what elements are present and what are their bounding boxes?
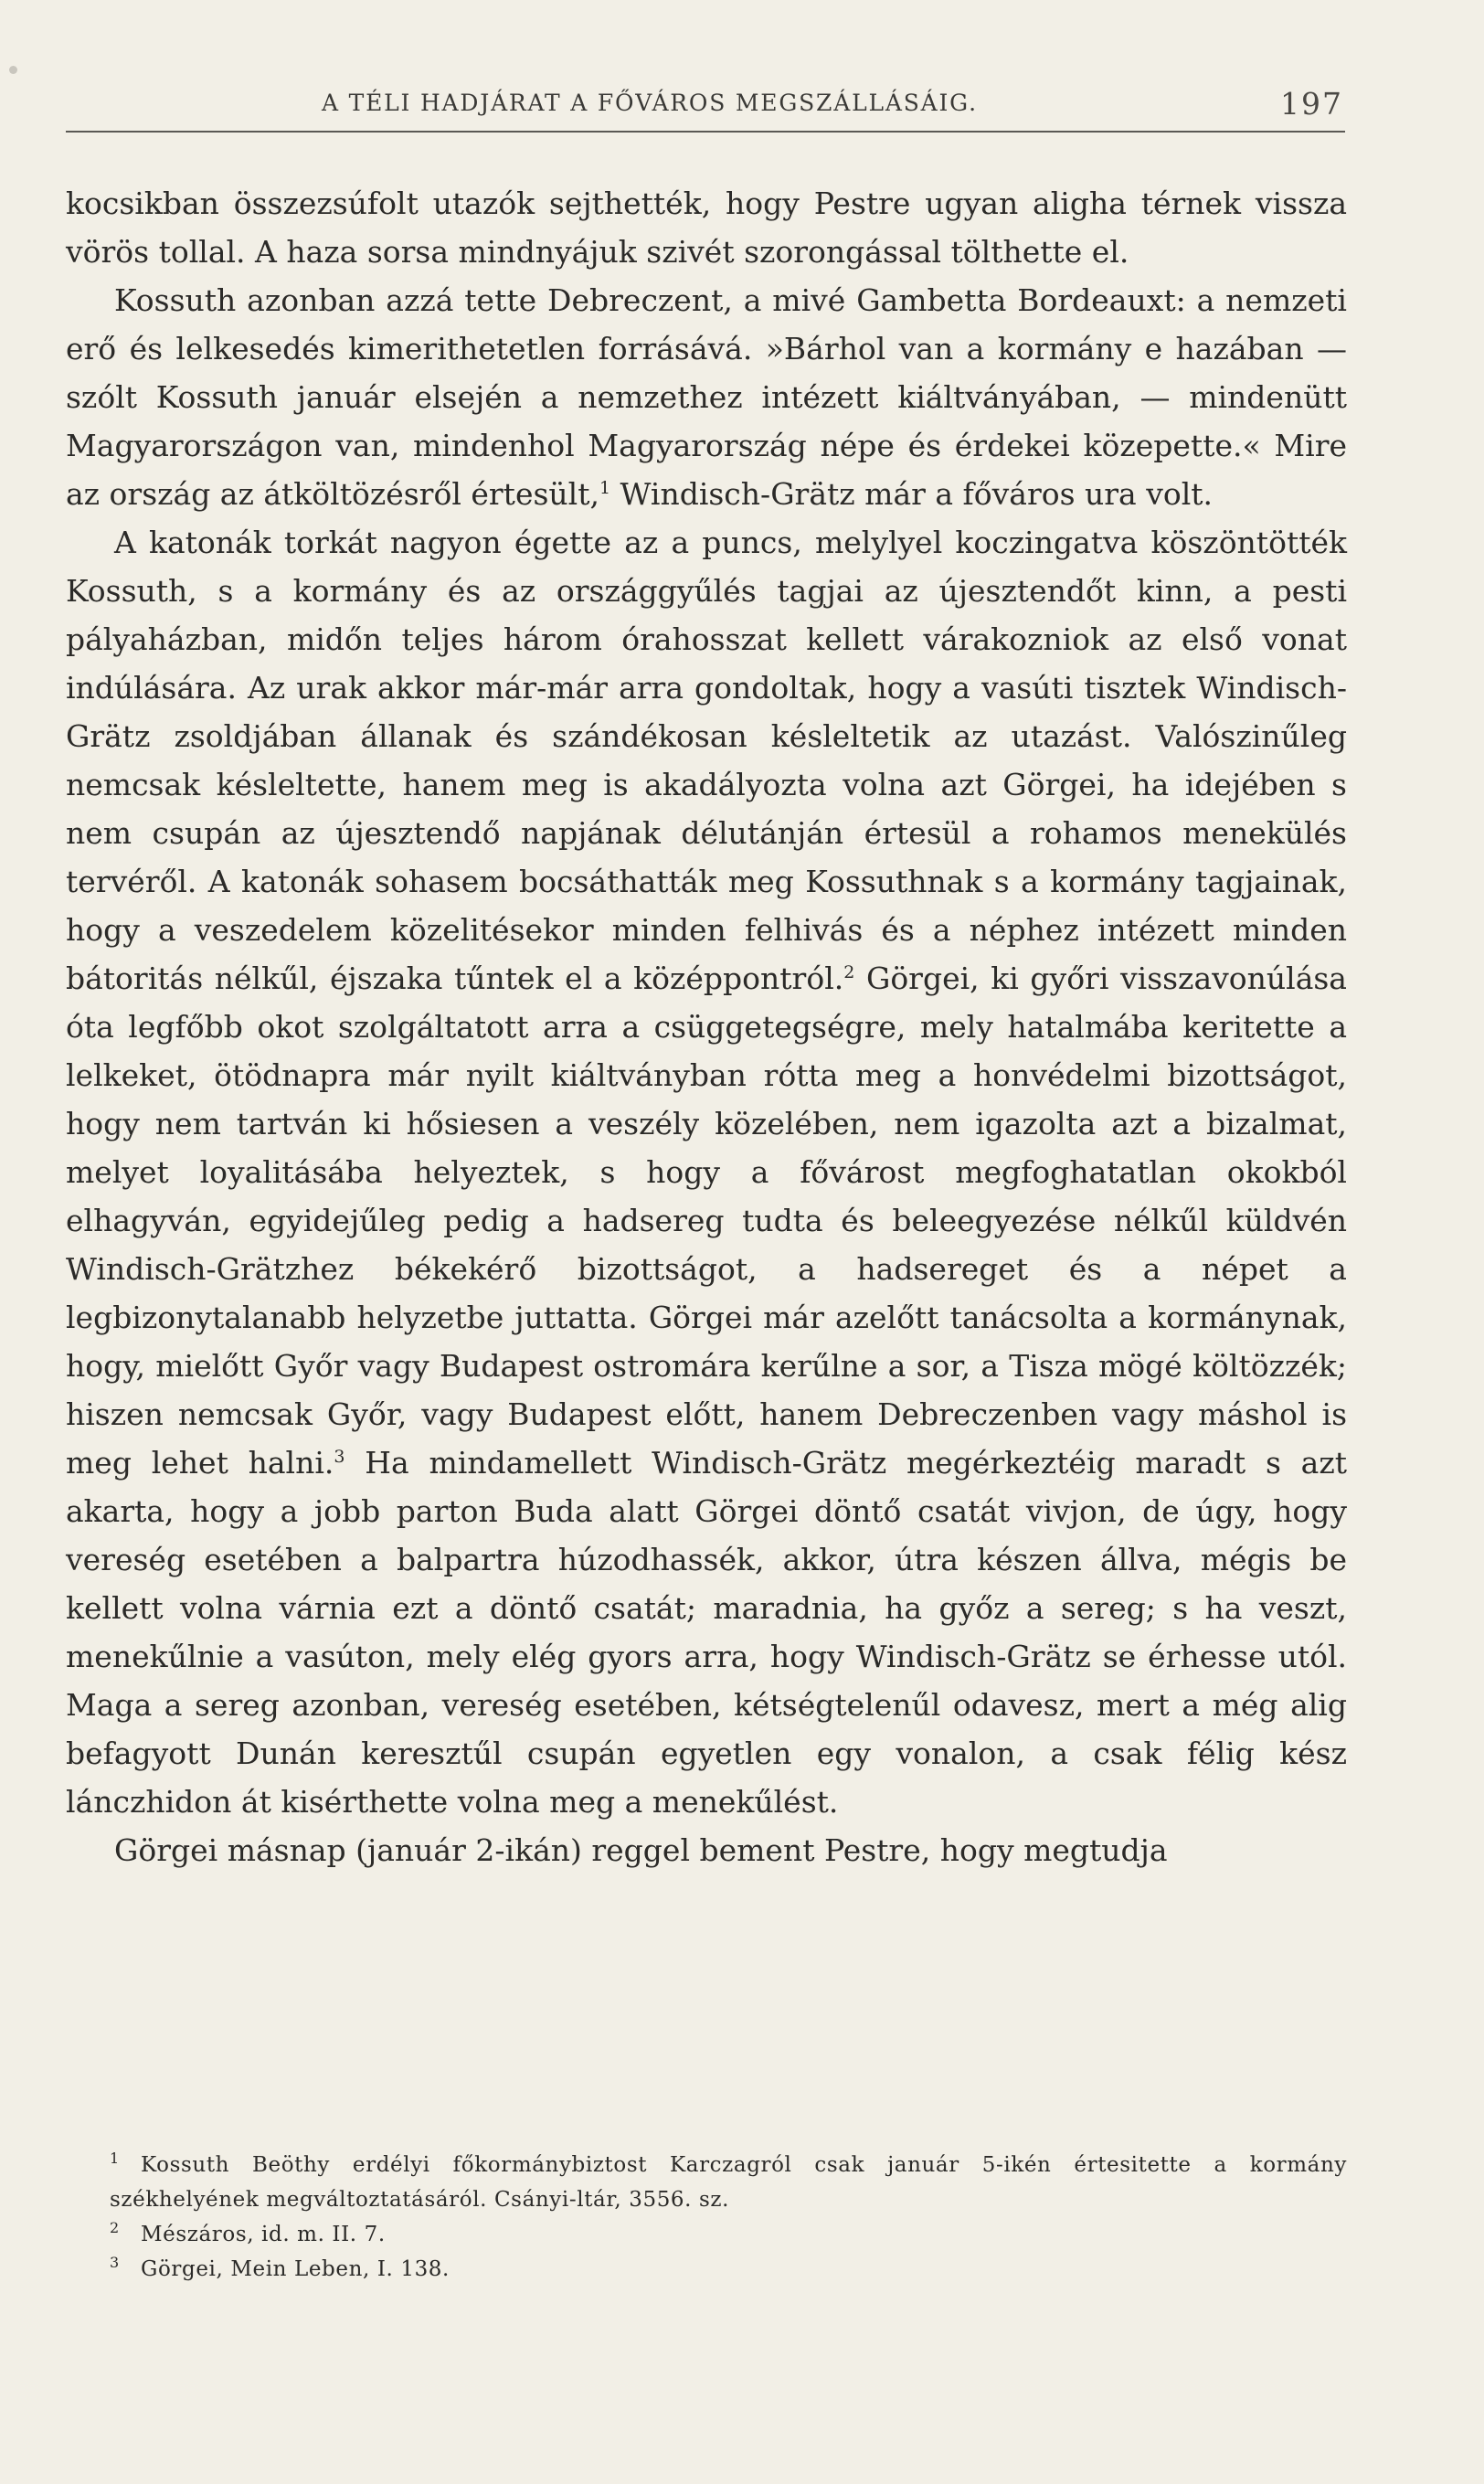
running-head bbox=[64, 86, 1343, 126]
paragraph-2-text-b: Windisch-Grätz már a főváros ura volt. bbox=[610, 476, 1214, 512]
paragraph-2-text-a: Kossuth azonban azzá tette Debreczent, a mivé Gambetta Bordeauxt: a nemzeti erő és lelkesedés kimerithetetlen forrásává. »Bárhol van a kormány e hazában — szólt Kossuth január elsején a nemzethez intézett kiáltványában, — mindenütt Magyarországon van, mindenhol Magyarország népe és érdekei közepette.« Mire az ország az átköltözésről értesült, bbox=[66, 282, 1347, 512]
footnote-ref-3: 3 bbox=[334, 1447, 345, 1467]
header-rule bbox=[66, 131, 1345, 133]
footnote-ref-2: 2 bbox=[843, 962, 855, 982]
footnote-2: 2 Mészáros, id. m. II. 7. bbox=[110, 2219, 386, 2246]
footnotes bbox=[66, 2148, 1347, 2287]
footnote-1-text: Kossuth Beöthy erdélyi főkormánybiztost Karczagról csak január 5-ikén értesitette a kormány székhelyének megváltoztatásáról. Csányi-ltár, 3556. sz. bbox=[110, 2153, 1347, 2212]
footnote-1: 1 Kossuth Beöthy erdélyi főkormánybiztost Karczagról csak január 5-ikén értesitette a kormány székhelyének megváltoztatásáról. Csányi-ltár, 3556. sz. bbox=[110, 2150, 1347, 2212]
paragraph-3-text-c: Ha mindamellett Windisch-Grätz megérkeztéig maradt s azt akarta, hogy a jobb parton Buda alatt Görgei döntő csatát vivjon, de úgy, hogy vereség esetében a balpartra húzodhassék, akkor, útra készen állva, mégis be kellett volna várnia ezt a döntő csatát; maradnia, ha győz a sereg; s ha veszt, menekűlnie a vasúton, mely elég gyors arra, hogy Windisch-Grätz se érhesse utól. Maga a sereg azonban, vereség esetében, kétségtelenűl odavesz, mert a még alig befagyott Dunán keresztűl csupán egyetlen egy vonalon, a csak félig kész lánczhidon át kisérthette volna meg a menekűlést. bbox=[66, 1445, 1347, 1820]
paragraph-4-text: Görgei másnap (január 2-ikán) reggel bement Pestre, hogy megtudja bbox=[114, 1832, 1168, 1868]
footnote-3-text: Görgei, Mein Leben, I. 138. bbox=[141, 2257, 450, 2281]
paragraph-4 bbox=[66, 1826, 1347, 1874]
paragraph-1-text: kocsikban összezsúfolt utazók sejthették, hogy Pestre ugyan aligha térnek vissza vörös tollal. A haza sorsa mindnyájuk szivét szorongással tölthette el. bbox=[66, 186, 1347, 270]
paragraph-3 bbox=[66, 518, 1347, 1826]
paper-speck bbox=[9, 66, 17, 74]
paragraph-3-text-b: Görgei, ki győri visszavonúlása óta legfőbb okot szolgáltatott arra a csüggetegségre, mely hatalmába keritette a lelkeket, ötödnapra már nyilt kiáltványban rótta meg a honvédelmi bizottságot, hogy nem tartván ki hősiesen a veszély közelében, nem igazolta azt a bizalmat, melyet loyalitásába helyeztek, s hogy a fővárost megfoghatatlan okokból elhagyván, egyidejűleg pedig a hadsereg tudta és beleegyezése nélkűl küldvén Windisch-Grätzhez békekérő bizottságot, a hadsereget és a népet a legbizonytalanabb helyzetbe juttatta. Görgei már azelőtt tanácsolta a kormánynak, hogy, mielőtt Győr vagy Budapest ostromára kerűlne a sor, a Tisza mögé költözzék; hiszen nemcsak Győr, vagy Budapest előtt, hanem Debreczenben vagy máshol is meg lehet halni. bbox=[66, 961, 1347, 1481]
paragraph-3-text-a: A katonák torkát nagyon égette az a puncs, melylyel koczingatva köszöntötték Kossuth, s a kormány és az országgyűlés tagjai az újesztendőt kinn, a pesti pályaházban, midőn teljes három órahosszat kellett várakozniok az első vonat indúlására. Az urak akkor már-már arra gondoltak, hogy a vasúti tisztek Windisch-Grätz zsoldjában állanak és szándékosan késleltetik az utazást. Valószinűleg nemcsak késleltette, hanem meg is akadályozta volna azt Görgei, ha idejében s nem csupán az újesztendő napjának délutánján értesül a rohamos menekülés tervéről. A katonák sohasem bocsáthatták meg Kossuthnak s a kormány tagjainak, hogy a veszedelem közelitésekor minden felhivás és a néphez intézett minden bátoritás nélkűl, éjszaka tűntek el a középpontról. bbox=[66, 525, 1347, 996]
paragraph-1 bbox=[66, 179, 1347, 276]
footnote-3: 3 Görgei, Mein Leben, I. 138. bbox=[110, 2254, 450, 2281]
paragraph-2 bbox=[66, 276, 1347, 518]
footnote-2-text: Mészáros, id. m. II. 7. bbox=[141, 2223, 386, 2246]
page-number: 197 bbox=[1280, 86, 1343, 122]
footnote-ref-1: 1 bbox=[599, 478, 611, 498]
running-title: A TÉLI HADJÁRAT A FŐVÁROS MEGSZÁLLÁSÁIG. bbox=[322, 90, 978, 116]
body-text bbox=[66, 179, 1347, 1874]
